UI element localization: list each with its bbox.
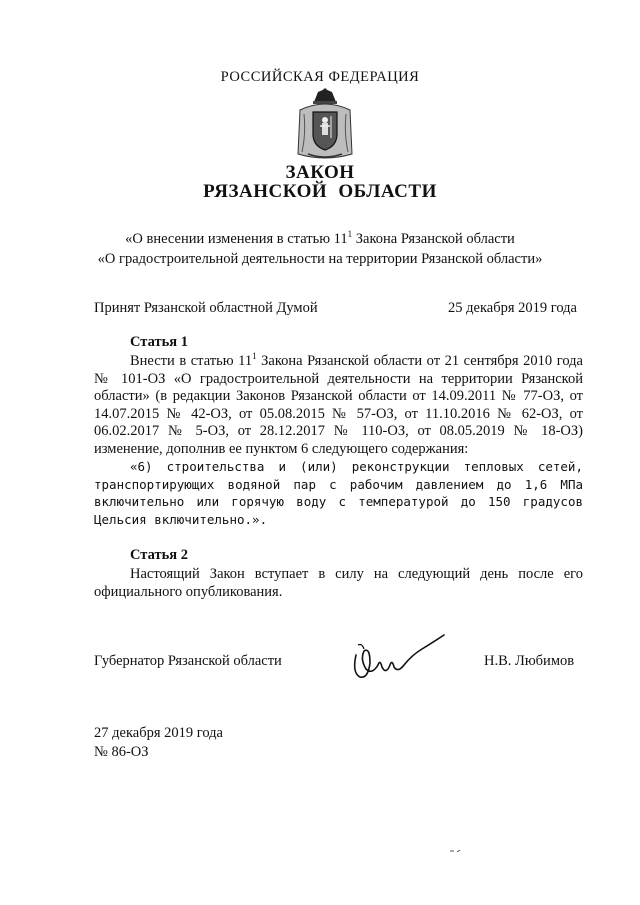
handwritten-signature-icon	[350, 625, 450, 685]
article-2-paragraph: Настоящий Закон вступает в силу на следующий день после его официального опубликования.	[94, 566, 583, 600]
subtitle-line-2: «О градостроительной деятельности на территории Рязанской области»	[97, 251, 543, 267]
law-signing-date: 27 декабря 2019 года	[94, 725, 223, 741]
governor-position: Губернатор Рязанской области	[94, 653, 282, 669]
article-1-quote: «6) строительства и (или) реконструкции тепловых сетей, транспортирующих водяной пар с рабочим давлением до 1,6 МПа включительно или горячую воду с температурой до 150 градусов Цельсия включительно.».	[94, 459, 583, 527]
adoption-date: 25 декабря 2019 года	[448, 300, 577, 316]
scan-mark	[448, 848, 468, 854]
article-2-body	[94, 566, 583, 601]
law-footer	[94, 724, 223, 762]
region-title: РЯЗАНСКОЙ ОБЛАСТИ	[203, 181, 437, 202]
article-1-paragraph: Внести в статью $11^1$ Закона Рязанской области от 21 сентября 2010 года № 101-ОЗ «О градостроительной деятельности на территории Рязанской области» (в редакции Законов Рязанской области от 14.09.2011 № 77-ОЗ, от 14.07.2015 № 42-ОЗ, от 05.08.2015 № 57-ОЗ, от 11.10.2016 № 62-ОЗ, от 06.02.2017 № 5-ОЗ, от 28.12.2017 № 110-ОЗ, от 08.05.2019 № 18-ОЗ) изменение, дополнив ее пунктом 6 следующего содержания:	[94, 351, 583, 457]
law-number: № 86-ОЗ	[94, 744, 149, 760]
governor-name: Н.В. Любимов	[484, 653, 575, 669]
law-subtitle	[0, 229, 640, 269]
subtitle-line-1: «О внесении изменения в статью $11^1$ Закона Рязанской области	[125, 229, 515, 247]
law-title: ЗАКОН	[285, 162, 355, 183]
country-name: РОССИЙСКАЯ ФЕДЕРАЦИЯ	[220, 69, 420, 85]
article-2-heading: Статья 2	[130, 547, 188, 563]
adopted-by: Принят Рязанской областной Думой	[94, 300, 318, 316]
ryazan-coat-of-arms-icon	[294, 88, 356, 162]
article-1-heading: Статья 1	[130, 334, 188, 350]
article-1-body	[94, 353, 583, 528]
